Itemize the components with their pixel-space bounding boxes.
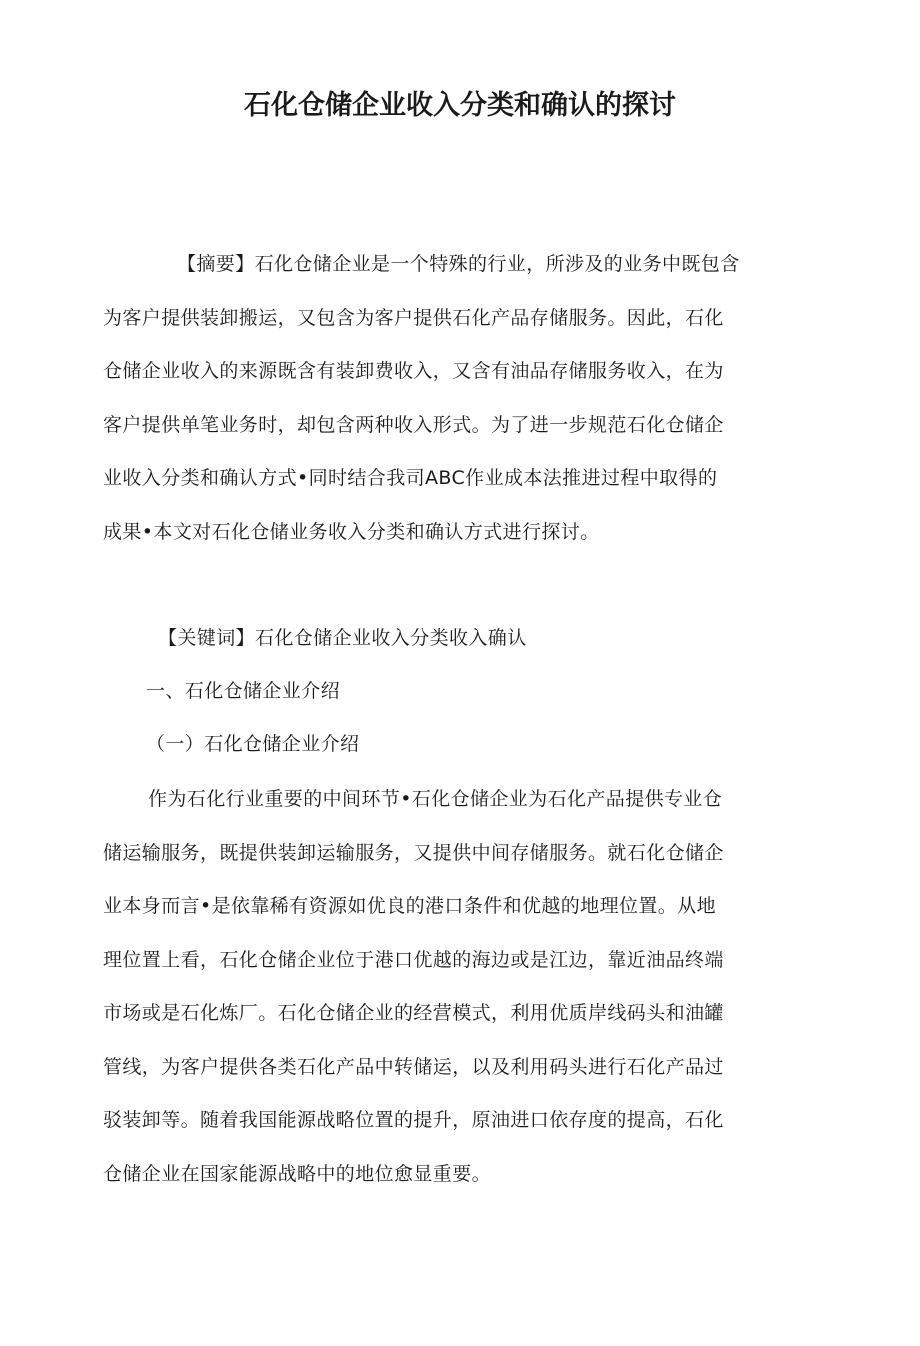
abstract-line: 【摘要】石化仓储企业是一个特殊的行业，所涉及的业务中既包含	[177, 253, 740, 275]
body-line: 储运输服务，既提供装卸运输服务，又提供中间存储服务。就石化仓储企	[103, 841, 724, 864]
body-line: 作为石化行业重要的中间环节•石化仓储企业为石化产品提供专业仓	[148, 788, 723, 810]
body-line: 管线，为客户提供各类石化产品中转储运，以及利用码头进行石化产品过	[103, 1055, 724, 1078]
body-line: 业本身而言•是依靠稀有资源如优良的港口条件和优越的地理位置。从地	[103, 895, 717, 917]
abstract-paragraph	[103, 238, 779, 559]
section-heading: 一、石化仓储企业介绍	[146, 680, 341, 702]
subsection-heading: （一）石化仓储企业介绍	[146, 733, 360, 755]
body-line: 市场或是石化炼厂。石化仓储企业的经营模式，利用优质岸线码头和油罐	[103, 1002, 724, 1024]
abstract-line: 成果•本文对石化仓储业务收入分类和确认方式进行探讨。	[103, 520, 600, 543]
abstract-line: 仓储企业收入的来源既含有装卸费收入，又含有油品存储服务收入，在为	[103, 360, 724, 382]
body-paragraph	[103, 773, 779, 1201]
abstract-line: 业收入分类和确认方式•同时结合我司ABC作业成本法推进过程中取得的	[103, 467, 718, 489]
document-title: 石化仓储企业收入分类和确认的探讨	[244, 90, 676, 121]
body-line: 仓储企业在国家能源战略中的地位愈显重要。	[103, 1162, 492, 1185]
keywords-line: 【关键词】石化仓储企业收入分类收入确认	[158, 627, 527, 649]
body-line: 驳装卸等。随着我国能源战略位置的提升，原油进口依存度的提高，石化	[103, 1109, 724, 1131]
abstract-line: 为客户提供装卸搬运，又包含为客户提供石化产品存储服务。因此，石化	[103, 306, 724, 329]
abstract-line: 客户提供单笔业务时，却包含两种收入形式。为了进一步规范石化仓储企	[103, 413, 724, 436]
body-line: 理位置上看，石化仓储企业位于港口优越的海边或是江边，靠近油品终端	[103, 948, 724, 971]
